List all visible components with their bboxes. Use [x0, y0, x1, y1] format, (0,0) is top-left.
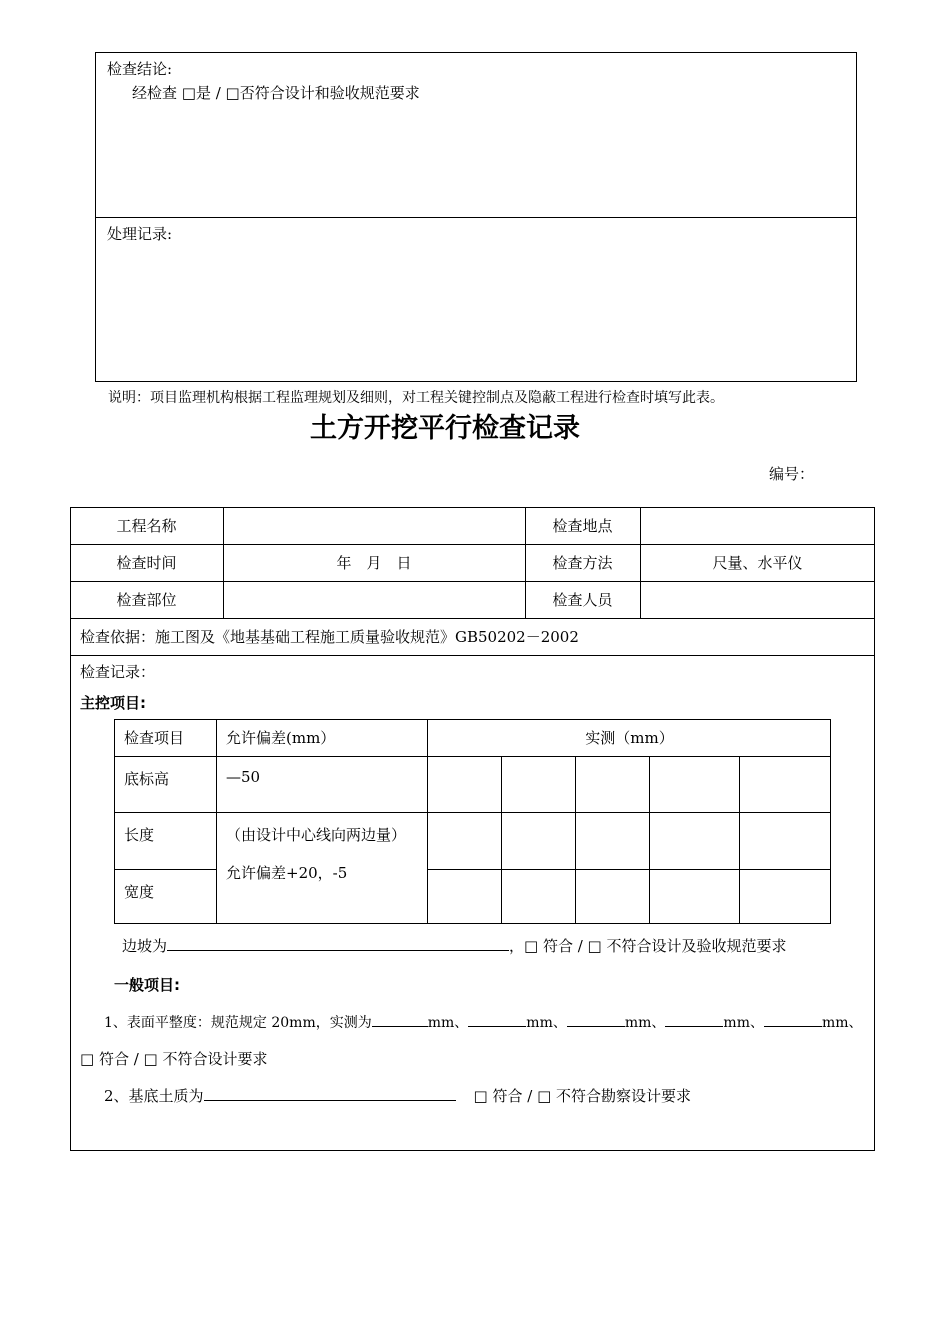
inner-row-divider — [428, 812, 831, 813]
check-time-field[interactable]: 年 月 日 — [336, 554, 412, 572]
main-items-label: 主控项目: — [80, 694, 146, 712]
slope-blank[interactable] — [167, 936, 509, 951]
tolerance-note-2: 允许偏差+20，-5 — [226, 864, 348, 882]
inner-row-divider — [428, 869, 831, 870]
row-bottom-elevation: 底标高 — [124, 770, 170, 788]
inner-header-item: 检查项目 — [124, 729, 185, 747]
unit-mm-3: mm、 — [624, 1015, 666, 1031]
item1-result: □ 符合 / □ 不符合设计要求 — [80, 1050, 268, 1068]
slope-prefix: 边坡为 — [122, 937, 168, 955]
row-length: 长度 — [124, 826, 155, 844]
slope-suffix: ，□ 符合 / □ 不符合设计及验收规范要求 — [509, 937, 787, 955]
inner-header-tolerance: 允许偏差(mm） — [226, 729, 336, 747]
unit-mm-4: mm、 — [723, 1015, 764, 1031]
check-place-field[interactable] — [640, 507, 875, 544]
tolerance-note-1: （由设计中心线向两边量） — [226, 826, 407, 844]
unit-mm-5: mm、 — [821, 1015, 863, 1031]
check-method-label: 检查方法 — [552, 554, 613, 572]
item1-line — [104, 1012, 863, 1032]
inner-col-divider — [501, 756, 502, 924]
measure-blank-1[interactable] — [372, 1012, 428, 1027]
check-part-field[interactable] — [223, 581, 525, 618]
row-divider — [70, 655, 875, 656]
row-width: 宽度 — [124, 883, 155, 901]
item2-prefix: 2、基底土质为 — [104, 1087, 204, 1105]
handling-label: 处理记录: — [107, 225, 173, 243]
measure-blank-4[interactable] — [665, 1012, 723, 1027]
general-items-label: 一般项目: — [114, 976, 180, 994]
inner-row-divider — [114, 812, 428, 813]
inner-row-divider — [114, 869, 217, 870]
inspector-label: 检查人员 — [552, 591, 613, 609]
inner-header-measured: 实测（mm） — [585, 729, 674, 747]
inner-col-divider — [649, 756, 650, 924]
soil-blank[interactable] — [204, 1086, 456, 1101]
form-title: 土方开挖平行检查记录 — [310, 413, 580, 444]
inner-row-divider — [114, 756, 831, 757]
note-text: 说明：项目监理机构根据工程监理规划及细则，对工程关键控制点及隐蔽工程进行检查时填写此表。 — [108, 390, 724, 406]
unit-mm-2: mm、 — [526, 1015, 567, 1031]
check-place-label: 检查地点 — [552, 517, 613, 535]
inspector-field[interactable] — [640, 581, 875, 618]
check-part-label: 检查部位 — [116, 591, 177, 609]
measure-blank-5[interactable] — [764, 1012, 822, 1027]
inner-col-divider — [216, 719, 217, 924]
inner-col-divider — [575, 756, 576, 924]
conclusion-text: 经检查 □是 / □否符合设计和验收规范要求 — [132, 84, 420, 102]
unit-mm-1: mm、 — [427, 1015, 469, 1031]
project-name-label: 工程名称 — [116, 517, 177, 535]
inner-col-divider — [739, 756, 740, 924]
check-basis: 检查依据：施工图及《地基基础工程施工质量验收规范》GB50202－2002 — [80, 628, 579, 646]
number-label: 编号： — [769, 465, 815, 483]
record-label: 检查记录： — [80, 663, 156, 681]
measure-blank-3[interactable] — [567, 1012, 625, 1027]
slope-line — [122, 935, 787, 956]
measure-blank-2[interactable] — [468, 1012, 526, 1027]
conclusion-label: 检查结论: — [107, 60, 173, 78]
item1-prefix: 1、表面平整度：规范规定 20mm，实测为 — [104, 1015, 372, 1031]
check-time-label: 检查时间 — [116, 554, 177, 572]
row-bottom-elevation-tolerance: —50 — [226, 768, 261, 786]
project-name-field[interactable] — [223, 507, 525, 544]
item2-suffix: □ 符合 / □ 不符合勘察设计要求 — [473, 1087, 692, 1105]
check-method-value: 尺量、水平仪 — [712, 554, 803, 572]
item2-line — [104, 1085, 691, 1106]
conclusion-divider — [95, 217, 857, 218]
